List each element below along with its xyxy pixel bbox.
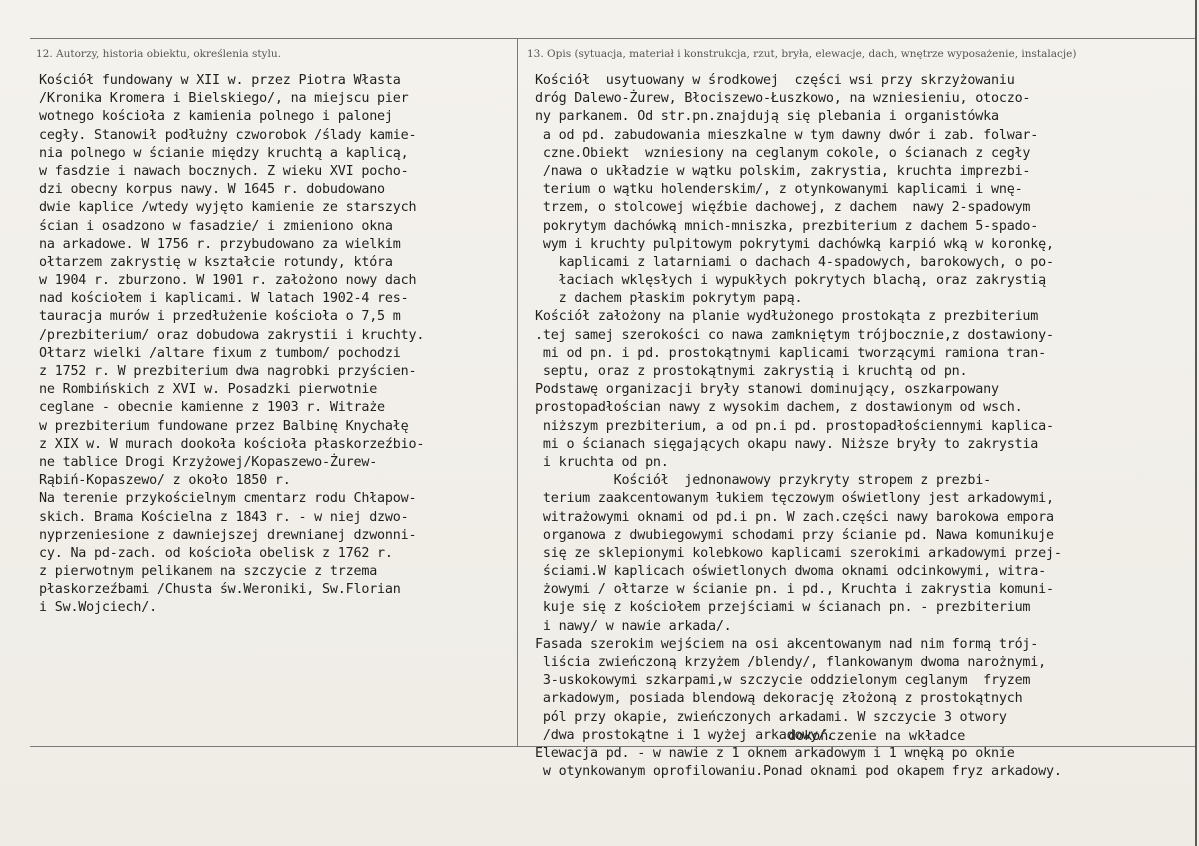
text-line: ołtarzem zakrystię w kształcie rotundy, która — [39, 254, 393, 270]
right-column-header: 13. Opis (sytuacja, materiał i konstrukcja, rzut, bryła, elewacje, dach, wnętrze wyposażenie, instalacje) — [527, 48, 1077, 60]
text-line: organowa z dwubiegowymi schodami przy ścianie pd. Nawa komunikuje — [535, 527, 1054, 543]
text-line: w prezbiterium fundowane przez Balbinę Knychałę — [39, 418, 409, 434]
continuation-note: dokończenie na wkładce — [788, 729, 966, 744]
text-line: dróg Dalewo-Żurew, Błociszewo-Łuszkowo, na wzniesieniu, otoczo- — [535, 91, 1031, 107]
text-line: tauracja murów i przedłużenie kościoła o 7,5 m — [39, 309, 401, 325]
text-line: czne.Obiekt wzniesiony na ceglanym cokole, o ścianach z cegły — [535, 145, 1031, 161]
text-line: kuje się z kościołem przejściami w ścianach pn. - prezbiterium — [535, 600, 1031, 616]
text-line: Kościół fundowany w XII w. przez Piotra Własta — [39, 73, 401, 88]
text-line: w fasdzie i nawach bocznych. Z wieku XVI pocho- — [39, 163, 409, 179]
text-line: cegły. Stanowił podłużny czworobok /ślady kamie- — [39, 127, 417, 143]
text-line: się ze sklepionymi kolebkowo kaplicami szerokimi arkadowymi przej- — [535, 545, 1062, 561]
text-line: z pierwotnym pelikanem na szczycie z trzema — [39, 564, 378, 580]
text-line: z XIX w. W murach dookoła kościoła płaskorzeźbio- — [39, 436, 425, 452]
text-line: .tej samej szerokości co nawa zamkniętym trójbocznie,z dostawiony- — [535, 327, 1054, 343]
column-divider — [517, 38, 518, 746]
text-line: Ołtarz wielki /altare fixum z tumbom/ pochodzi — [39, 345, 401, 361]
text-line: Kościół założony na planie wydłużonego prostokąta z prezbiterium — [535, 309, 1039, 325]
text-line: witrażowymi oknami od pd.i pn. W zach.części nawy barokowa empora — [535, 509, 1054, 525]
text-line: prostopadłościan nawy z wysokim dachem, z dostawionym od wsch. — [535, 400, 1023, 416]
text-line: i kruchta od pn. — [535, 454, 669, 470]
history-text-column — [39, 72, 513, 618]
text-line: dzi obecny korpus nawy. W 1645 r. dobudowano — [39, 182, 385, 198]
text-line: cy. Na pd-zach. od kościoła obelisk z 1762 r. — [39, 545, 393, 561]
text-line: niższym prezbiterium, a od pn.i pd. prostopadłościennymi kaplica- — [535, 418, 1054, 434]
text-line: z 1752 r. W prezbiterium dwa nagrobki przyścien- — [39, 364, 417, 379]
right-edge — [1195, 0, 1197, 846]
text-line: ny parkanem. Od str.pn.znajdują się plebania i organistówka — [535, 109, 999, 125]
text-line: na arkadowe. W 1756 r. przybudowano za wielkim — [39, 236, 401, 252]
text-line: ścian i osadzono w fasadzie/ i zmieniono okna — [39, 218, 393, 234]
text-line: pokrytym dachówką mnich-mniszka, prezbiterium z dachem 5-spado- — [535, 218, 1039, 234]
text-line: trzem, o stolcowej więźbie dachowej, z dachem nawy 2-spadowym — [535, 200, 1031, 216]
text-line: ceglane - obecnie kamienne z 1903 r. Witraże — [39, 400, 385, 416]
text-line: ne tablice Drogi Krzyżowej/Kopaszewo-Żurew- — [39, 454, 378, 470]
text-line: nyprzeniesione z dawniejszej drewnianej dzwonni- — [39, 527, 417, 543]
text-line: dwie kaplice /wtedy wyjęto kamienie ze starszych — [39, 200, 417, 216]
text-line: płaskorzeźbami /Chusta św.Weroniki, Sw.Florian — [39, 582, 401, 598]
text-line: nia polnego w ścianie między kruchtą a kaplicą, — [39, 145, 409, 161]
text-line: arkadowym, posiada blendową dekorację złożoną z prostokątnych — [535, 691, 1023, 707]
text-line: mi o ścianach sięgających okapu nawy. Niższe bryły to zakrystia — [535, 436, 1039, 452]
text-line: i Sw.Wojciech/. — [39, 600, 157, 616]
text-line: /nawa o układzie w wątku polskim, zakrystia, kruchta imprezbi- — [535, 163, 1031, 179]
text-line: i nawy/ w nawie arkada/. — [535, 618, 732, 634]
text-line: terium zaakcentowanym łukiem tęczowym oświetlony jest arkadowymi, — [535, 491, 1054, 507]
text-line: skich. Brama Kościelna z 1843 r. - w niej dzwo- — [39, 509, 409, 525]
text-line: nad kościołem i kaplicami. W latach 1902-4 res- — [39, 291, 409, 307]
text-line: /Kronika Kromera i Bielskiego/, na miejscu pier — [39, 91, 409, 107]
text-line: ne Rombińskich z XVI w. Posadzki pierwotnie — [39, 382, 378, 398]
text-line: ściami.W kaplicach oświetlonych dwoma oknami odcinkowymi, witra- — [535, 564, 1047, 580]
left-column-header: 12. Autorzy, historia obiektu, określenia stylu. — [36, 48, 281, 60]
text-line: Elewacja pd. - w nawie z 1 oknem arkadowym i 1 wnęką po oknie — [535, 745, 1015, 761]
text-line: Na terenie przykościelnym cmentarz rodu Chłapow- — [39, 491, 417, 507]
text-line: septu, oraz z prostokątnymi zakrystią i kruchtą od pn. — [535, 364, 968, 379]
text-line: żowymi / ołtarze w ścianie pn. i pd., Kruchta i zakrystia komuni- — [535, 582, 1054, 598]
text-line: z dachem płaskim pokrytym papą. — [535, 291, 803, 307]
text-line: łaciach wklęsłych i wypukłych pokrytych blachą, oraz zakrystią — [535, 273, 1047, 289]
text-line: wym i kruchty pulpitowym pokrytymi dachówką karpió wką w koronkę, — [535, 236, 1054, 252]
text-line: Kościół usytuowany w środkowej części wsi przy skrzyżowaniu — [535, 73, 1015, 88]
text-line: pól przy okapie, zwieńczonych arkadami. W szczycie 3 otwory — [535, 709, 1007, 725]
description-text-column — [535, 72, 1195, 781]
text-line: Podstawę organizacji bryły stanowi dominujący, oszkarpowany — [535, 382, 999, 398]
text-line: a od pd. zabudowania mieszkalne w tym dawny dwór i zab. folwar- — [535, 127, 1039, 143]
text-line: Kościół jednonawowy przykryty stropem z prezbi- — [535, 473, 991, 489]
text-line: w 1904 r. zburzono. W 1901 r. założono nowy dach — [39, 273, 417, 289]
text-line: w otynkowanym oprofilowaniu.Ponad oknami pod okapem fryz arkadowy. — [535, 764, 1062, 780]
text-line: Rąbiń-Kopaszewo/ z około 1850 r. — [39, 473, 291, 489]
text-line: wotnego kościoła z kamienia polnego i palonej — [39, 109, 393, 125]
top-rule — [30, 38, 1195, 39]
text-line: kaplicami z latarniami o dachach 4-spadowych, barokowych, o po- — [535, 254, 1054, 270]
text-line: 3-uskokowymi szkarpami,w szczycie oddzielonym ceglanym fryzem — [535, 673, 1031, 689]
text-line: mi od pn. i pd. prostokątnymi kaplicami tworzącymi ramiona tran- — [535, 345, 1047, 361]
text-line: Fasada szerokim wejściem na osi akcentowanym nad nim formą trój- — [535, 636, 1039, 652]
text-line: /dwa prostokątne i 1 wyżej arkadowy/. — [535, 727, 834, 743]
text-line: liścia zwieńczoną krzyżem /blendy/, flankowanym dwoma narożnymi, — [535, 655, 1047, 670]
text-line: /prezbiterium/ oraz dobudowa zakrystii i kruchty. — [39, 327, 425, 343]
text-line: terium o wątku holenderskim/, z otynkowanymi kaplicami i wnę- — [535, 182, 1023, 198]
